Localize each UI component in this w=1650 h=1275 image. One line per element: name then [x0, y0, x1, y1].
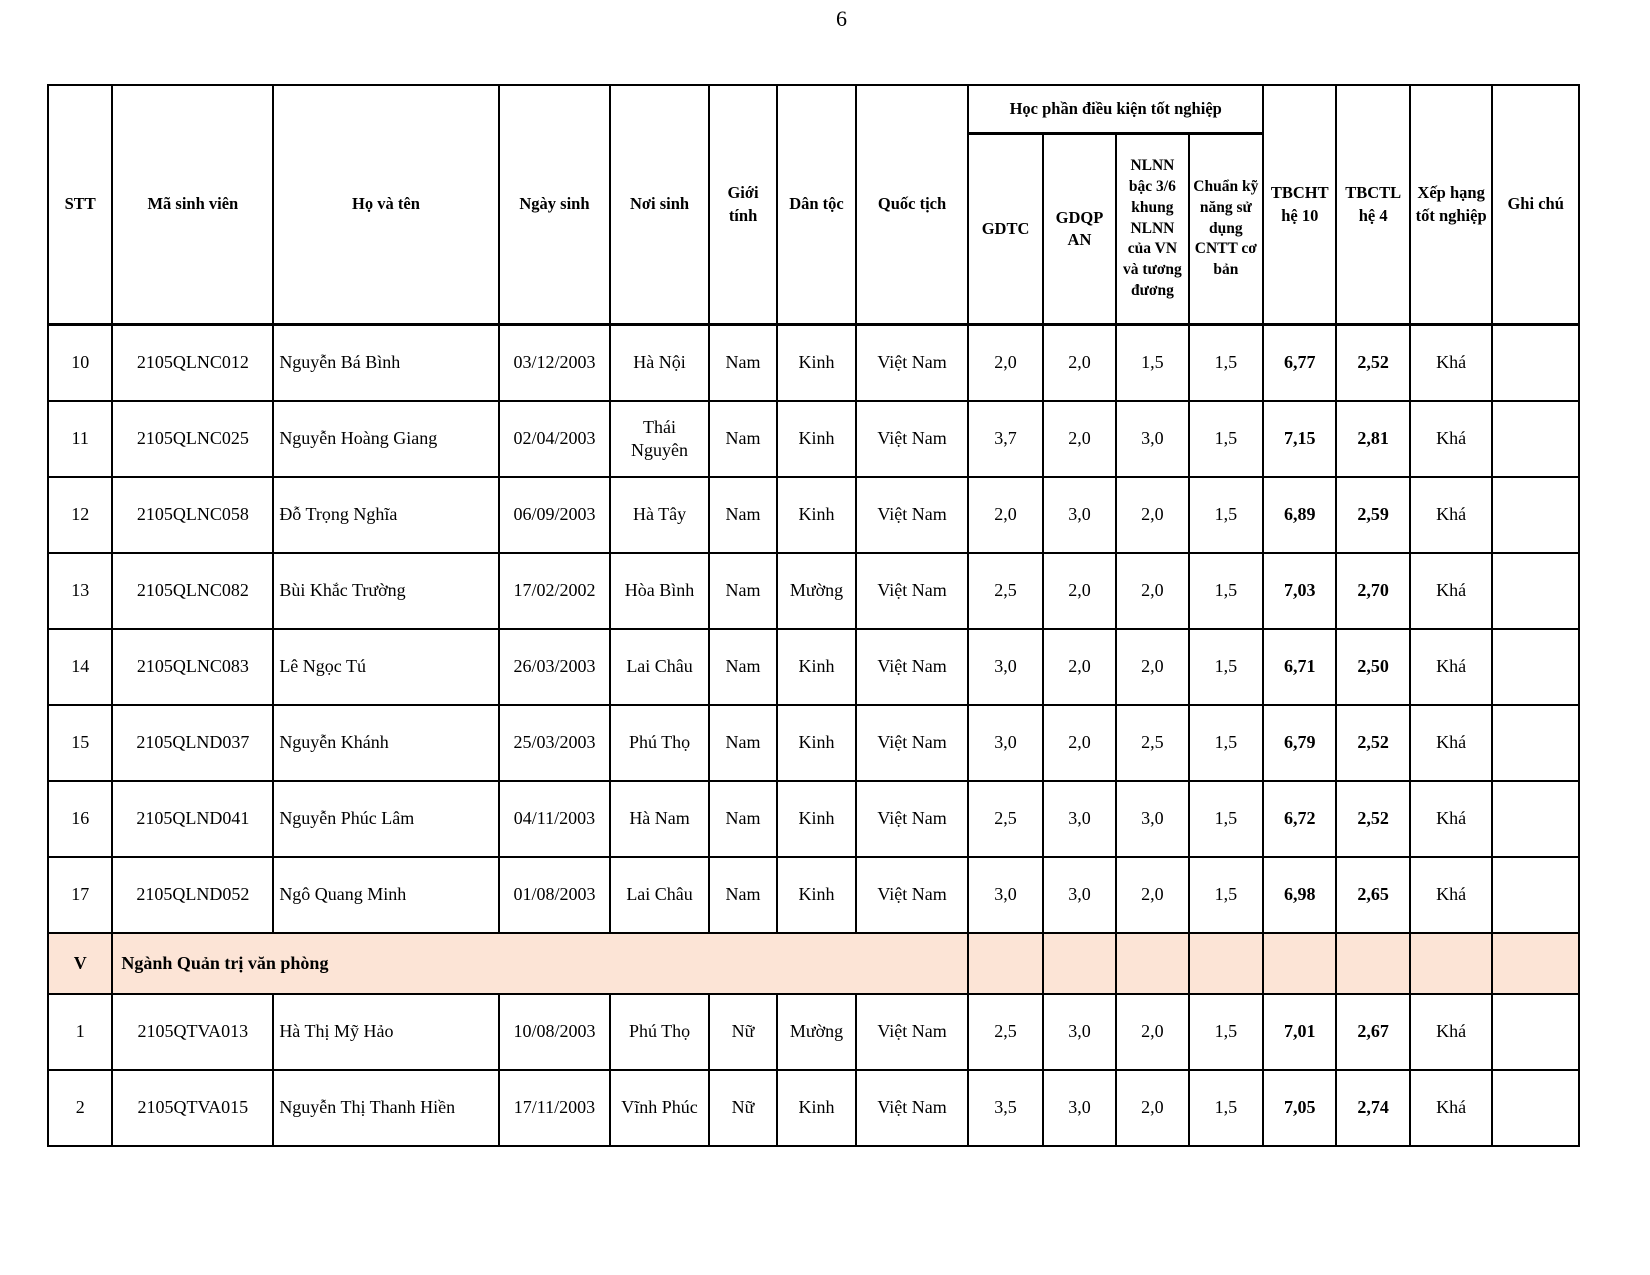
col-header-notes: Ghi chú: [1492, 85, 1579, 325]
cell-cntt: 1,5: [1189, 629, 1263, 705]
cell-graduation-rank: Khá: [1410, 1070, 1492, 1146]
cell-tbctl-4: 2,70: [1336, 553, 1409, 629]
cell-nationality: Việt Nam: [856, 705, 969, 781]
section-empty-tbctl: [1336, 933, 1409, 994]
cell-gender: Nam: [709, 857, 777, 933]
cell-ethnicity: Kinh: [777, 857, 855, 933]
cell-birth-place: Hòa Bình: [610, 553, 709, 629]
cell-gdtc: 2,5: [968, 781, 1042, 857]
col-header-birth-place: Nơi sinh: [610, 85, 709, 325]
cell-stt: 2: [48, 1070, 112, 1146]
cell-birth-place: Lai Châu: [610, 629, 709, 705]
col-header-gdtc: GDTC: [968, 134, 1042, 325]
col-header-birth-date: Ngày sinh: [499, 85, 611, 325]
cell-nationality: Việt Nam: [856, 477, 969, 553]
cell-gdtc: 2,5: [968, 994, 1042, 1070]
cell-full-name: Ngô Quang Minh: [273, 857, 498, 933]
col-header-cntt: Chuẩn kỹ năng sử dụng CNTT cơ bản: [1189, 134, 1263, 325]
cell-birth-place: Vĩnh Phúc: [610, 1070, 709, 1146]
cell-ethnicity: Kinh: [777, 325, 855, 402]
cell-full-name: Bùi Khắc Trường: [273, 553, 498, 629]
cell-tbctl-4: 2,50: [1336, 629, 1409, 705]
cell-tbcht-10: 6,72: [1263, 781, 1336, 857]
cell-note: [1492, 477, 1579, 553]
section-row: [48, 933, 1579, 994]
cell-ethnicity: Kinh: [777, 401, 855, 477]
cell-graduation-rank: Khá: [1410, 857, 1492, 933]
cell-ethnicity: Kinh: [777, 705, 855, 781]
cell-gender: Nam: [709, 629, 777, 705]
cell-birth-date: 25/03/2003: [499, 705, 611, 781]
cell-birth-place: Phú Thọ: [610, 705, 709, 781]
cell-tbcht-10: 6,79: [1263, 705, 1336, 781]
cell-stt: 1: [48, 994, 112, 1070]
cell-cntt: 1,5: [1189, 553, 1263, 629]
section-empty-gdtc: [968, 933, 1042, 994]
graduation-table: [47, 84, 1580, 1147]
cell-note: [1492, 994, 1579, 1070]
cell-gdtc: 2,5: [968, 553, 1042, 629]
cell-graduation-rank: Khá: [1410, 705, 1492, 781]
section-empty-cntt: [1189, 933, 1263, 994]
cell-gdqp-an: 2,0: [1043, 553, 1116, 629]
cell-gdqp-an: 3,0: [1043, 1070, 1116, 1146]
student-row-1: [48, 994, 1579, 1070]
cell-birth-date: 01/08/2003: [499, 857, 611, 933]
cell-nlnn: 2,0: [1116, 857, 1188, 933]
cell-gdqp-an: 2,0: [1043, 401, 1116, 477]
cell-note: [1492, 1070, 1579, 1146]
cell-graduation-rank: Khá: [1410, 994, 1492, 1070]
cell-stt: 11: [48, 401, 112, 477]
cell-ethnicity: Kinh: [777, 1070, 855, 1146]
cell-ethnicity: Kinh: [777, 477, 855, 553]
student-row-10: [48, 325, 1579, 402]
cell-tbctl-4: 2,52: [1336, 705, 1409, 781]
cell-nlnn: 2,0: [1116, 477, 1188, 553]
cell-student-id: 2105QTVA013: [112, 994, 273, 1070]
student-row-12: [48, 477, 1579, 553]
cell-cntt: 1,5: [1189, 705, 1263, 781]
cell-tbcht-10: 6,71: [1263, 629, 1336, 705]
section-empty-gdqp: [1043, 933, 1116, 994]
section-empty-nlnn: [1116, 933, 1188, 994]
col-header-tbctl-4: TBCTL hệ 4: [1336, 85, 1409, 325]
cell-note: [1492, 781, 1579, 857]
cell-full-name: Lê Ngọc Tú: [273, 629, 498, 705]
cell-nlnn: 3,0: [1116, 781, 1188, 857]
cell-nlnn: 3,0: [1116, 401, 1188, 477]
cell-stt: 15: [48, 705, 112, 781]
cell-birth-date: 06/09/2003: [499, 477, 611, 553]
student-row-11: [48, 401, 1579, 477]
cell-gender: Nữ: [709, 994, 777, 1070]
student-row-2: [48, 1070, 1579, 1146]
cell-nlnn: 2,0: [1116, 553, 1188, 629]
table-header: [48, 85, 1579, 325]
cell-nlnn: 1,5: [1116, 325, 1188, 402]
cell-tbcht-10: 7,03: [1263, 553, 1336, 629]
cell-tbcht-10: 7,01: [1263, 994, 1336, 1070]
cell-tbctl-4: 2,81: [1336, 401, 1409, 477]
cell-birth-date: 10/08/2003: [499, 994, 611, 1070]
col-header-stt: STT: [48, 85, 112, 325]
cell-gdtc: 3,5: [968, 1070, 1042, 1146]
cell-ethnicity: Kinh: [777, 629, 855, 705]
cell-gender: Nữ: [709, 1070, 777, 1146]
cell-nationality: Việt Nam: [856, 401, 969, 477]
cell-graduation-rank: Khá: [1410, 477, 1492, 553]
cell-gdqp-an: 3,0: [1043, 781, 1116, 857]
cell-note: [1492, 857, 1579, 933]
cell-tbctl-4: 2,52: [1336, 781, 1409, 857]
cell-student-id: 2105QLND052: [112, 857, 273, 933]
section-empty-tbcht: [1263, 933, 1336, 994]
cell-tbctl-4: 2,65: [1336, 857, 1409, 933]
cell-graduation-rank: Khá: [1410, 629, 1492, 705]
cell-birth-date: 26/03/2003: [499, 629, 611, 705]
cell-gdtc: 3,0: [968, 629, 1042, 705]
cell-stt: 10: [48, 325, 112, 402]
cell-cntt: 1,5: [1189, 781, 1263, 857]
cell-tbcht-10: 6,89: [1263, 477, 1336, 553]
cell-full-name: Hà Thị Mỹ Hảo: [273, 994, 498, 1070]
cell-nlnn: 2,0: [1116, 994, 1188, 1070]
cell-birth-date: 17/11/2003: [499, 1070, 611, 1146]
cell-stt: 16: [48, 781, 112, 857]
cell-tbctl-4: 2,74: [1336, 1070, 1409, 1146]
cell-nationality: Việt Nam: [856, 553, 969, 629]
cell-stt: 13: [48, 553, 112, 629]
cell-birth-place: Hà Tây: [610, 477, 709, 553]
cell-cntt: 1,5: [1189, 401, 1263, 477]
col-header-nlnn: NLNN bậc 3/6 khung NLNN của VN và tương đương: [1116, 134, 1188, 325]
cell-nlnn: 2,5: [1116, 705, 1188, 781]
cell-stt: 17: [48, 857, 112, 933]
cell-birth-place: Hà Nam: [610, 781, 709, 857]
cell-full-name: Nguyễn Phúc Lâm: [273, 781, 498, 857]
cell-gender: Nam: [709, 705, 777, 781]
cell-student-id: 2105QLND037: [112, 705, 273, 781]
cell-ethnicity: Mường: [777, 994, 855, 1070]
cell-birth-date: 03/12/2003: [499, 325, 611, 402]
cell-tbcht-10: 6,77: [1263, 325, 1336, 402]
section-index: V: [48, 933, 112, 994]
cell-tbctl-4: 2,52: [1336, 325, 1409, 402]
cell-note: [1492, 401, 1579, 477]
col-group-graduation-conditions: Học phần điều kiện tốt nghiệp: [968, 85, 1263, 134]
cell-stt: 12: [48, 477, 112, 553]
cell-gdqp-an: 2,0: [1043, 629, 1116, 705]
cell-nlnn: 2,0: [1116, 629, 1188, 705]
cell-nationality: Việt Nam: [856, 629, 969, 705]
cell-gdqp-an: 3,0: [1043, 477, 1116, 553]
cell-gdtc: 2,0: [968, 325, 1042, 402]
cell-gender: Nam: [709, 781, 777, 857]
student-row-16: [48, 781, 1579, 857]
cell-cntt: 1,5: [1189, 857, 1263, 933]
col-header-tbcht-10: TBCHT hệ 10: [1263, 85, 1336, 325]
col-header-ethnicity: Dân tộc: [777, 85, 855, 325]
cell-nationality: Việt Nam: [856, 857, 969, 933]
cell-student-id: 2105QLND041: [112, 781, 273, 857]
cell-gender: Nam: [709, 325, 777, 402]
cell-gdtc: 3,0: [968, 857, 1042, 933]
col-header-nationality: Quốc tịch: [856, 85, 969, 325]
cell-student-id: 2105QLNC025: [112, 401, 273, 477]
cell-birth-place: Lai Châu: [610, 857, 709, 933]
student-row-17: [48, 857, 1579, 933]
cell-gdqp-an: 2,0: [1043, 325, 1116, 402]
cell-full-name: Nguyễn Thị Thanh Hiền: [273, 1070, 498, 1146]
section-empty-rank: [1410, 933, 1492, 994]
cell-full-name: Nguyễn Hoàng Giang: [273, 401, 498, 477]
cell-nationality: Việt Nam: [856, 1070, 969, 1146]
cell-full-name: Nguyễn Bá Bình: [273, 325, 498, 402]
cell-gender: Nam: [709, 477, 777, 553]
col-header-gender: Giới tính: [709, 85, 777, 325]
cell-note: [1492, 325, 1579, 402]
cell-graduation-rank: Khá: [1410, 325, 1492, 402]
cell-birth-date: 04/11/2003: [499, 781, 611, 857]
cell-birth-date: 17/02/2002: [499, 553, 611, 629]
cell-gender: Nam: [709, 553, 777, 629]
cell-ethnicity: Mường: [777, 553, 855, 629]
cell-student-id: 2105QLNC012: [112, 325, 273, 402]
cell-student-id: 2105QLNC083: [112, 629, 273, 705]
cell-ethnicity: Kinh: [777, 781, 855, 857]
cell-gdtc: 3,7: [968, 401, 1042, 477]
cell-note: [1492, 553, 1579, 629]
cell-nlnn: 2,0: [1116, 1070, 1188, 1146]
cell-cntt: 1,5: [1189, 477, 1263, 553]
page-number: 6: [836, 6, 847, 31]
col-header-full-name: Họ và tên: [273, 85, 498, 325]
cell-gender: Nam: [709, 401, 777, 477]
cell-tbctl-4: 2,67: [1336, 994, 1409, 1070]
cell-gdtc: 3,0: [968, 705, 1042, 781]
cell-note: [1492, 629, 1579, 705]
student-row-13: [48, 553, 1579, 629]
cell-gdqp-an: 2,0: [1043, 705, 1116, 781]
cell-birth-place: Hà Nội: [610, 325, 709, 402]
cell-tbctl-4: 2,59: [1336, 477, 1409, 553]
cell-cntt: 1,5: [1189, 325, 1263, 402]
cell-student-id: 2105QLNC058: [112, 477, 273, 553]
cell-birth-place: Thái Nguyên: [610, 401, 709, 477]
col-header-graduation-rank: Xếp hạng tốt nghiệp: [1410, 85, 1492, 325]
cell-cntt: 1,5: [1189, 994, 1263, 1070]
cell-gdqp-an: 3,0: [1043, 994, 1116, 1070]
cell-gdqp-an: 3,0: [1043, 857, 1116, 933]
cell-tbcht-10: 6,98: [1263, 857, 1336, 933]
cell-nationality: Việt Nam: [856, 781, 969, 857]
cell-student-id: 2105QTVA015: [112, 1070, 273, 1146]
cell-gdtc: 2,0: [968, 477, 1042, 553]
cell-tbcht-10: 7,15: [1263, 401, 1336, 477]
section-empty-note: [1492, 933, 1579, 994]
cell-full-name: Nguyễn Khánh: [273, 705, 498, 781]
cell-tbcht-10: 7,05: [1263, 1070, 1336, 1146]
cell-stt: 14: [48, 629, 112, 705]
cell-graduation-rank: Khá: [1410, 553, 1492, 629]
col-header-gdqp-an: GDQP AN: [1043, 134, 1116, 325]
cell-nationality: Việt Nam: [856, 994, 969, 1070]
cell-graduation-rank: Khá: [1410, 781, 1492, 857]
section-label: Ngành Quản trị văn phòng: [112, 933, 968, 994]
col-header-student-id: Mã sinh viên: [112, 85, 273, 325]
cell-nationality: Việt Nam: [856, 325, 969, 402]
cell-cntt: 1,5: [1189, 1070, 1263, 1146]
cell-student-id: 2105QLNC082: [112, 553, 273, 629]
cell-birth-place: Phú Thọ: [610, 994, 709, 1070]
student-row-14: [48, 629, 1579, 705]
cell-note: [1492, 705, 1579, 781]
table-body: [48, 325, 1579, 1147]
student-row-15: [48, 705, 1579, 781]
cell-graduation-rank: Khá: [1410, 401, 1492, 477]
cell-birth-date: 02/04/2003: [499, 401, 611, 477]
cell-full-name: Đỗ Trọng Nghĩa: [273, 477, 498, 553]
